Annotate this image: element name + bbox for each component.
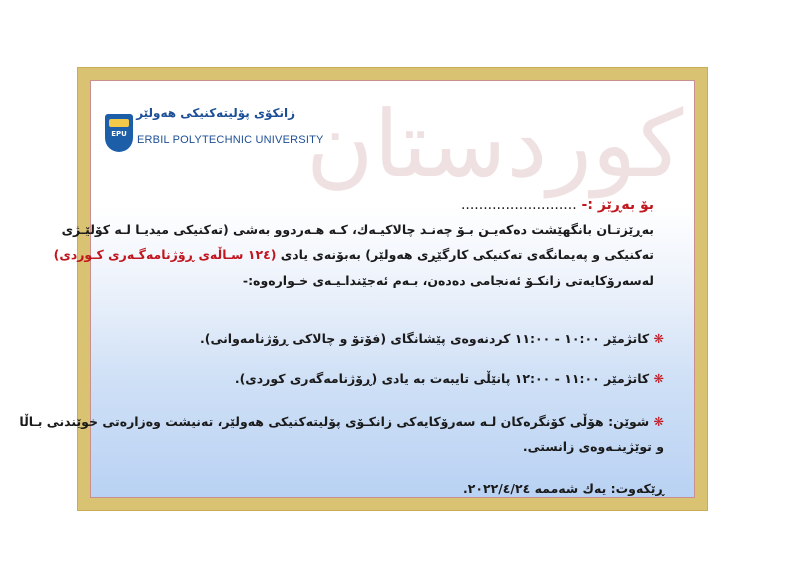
location-line-1 [19,414,664,429]
intro-line-2 [54,247,654,262]
salutation-dots: .......................... [460,197,577,213]
intro-line-3: لەسەرۆكایەتی زانكـۆ ئەنجامی دەدەن، بـەم ئەجێنداـیـەی خـوارەوە:- [242,273,654,288]
intro-line-1: بەڕێزتـان بانگهێشت دەكەیـن بـۆ چەنـد چالاكیـەك، كـە هـەردوو بەشی (تەكنیكی میدیـا لـە كۆلێـژی [61,222,654,237]
event-date: ڕێكەوت: یەك شەممە ٢٠٢٢/٤/٢٤. [462,481,664,496]
bullet-icon: ❋ [653,371,664,386]
document-body [19,80,695,498]
logo-english-name: ERBIL POLYTECHNIC UNIVERSITY [137,134,324,146]
agenda-item-1 [200,331,664,346]
bullet-icon: ❋ [653,414,664,429]
location-text: شوێن: هۆڵی كۆنگرەكان لـە سەرۆكایەكی زانكـۆی پۆلیتەكنیكی هەولێر، تەنیشت وەزارەتی خوێندنی بـاڵا [19,414,650,429]
kurdistan-watermark: كوردستان [306,91,684,198]
logo-kurdish-name: زانكۆی پۆلیتەكنیكی هەولێر [136,106,295,120]
epu-shield-icon [105,114,133,152]
salutation [461,197,654,213]
agenda-item-2 [235,371,664,386]
location-line-2: و توێژینـەوەی زانستی. [522,439,664,454]
bullet-icon: ❋ [653,331,664,346]
university-logo [105,106,324,161]
agenda-item-text: كاتژمێر ١٠:٠٠ - ١١:٠٠ كردنەوەی پێشانگای (فۆتۆ و چالاكی ڕۆژنامەوانی). [200,331,650,346]
anniversary-highlight: (١٢٤ سـاڵەی ڕۆژنامەگـەری كـوردی) [53,247,277,262]
document-frame [19,67,708,511]
intro-line-2-text: تەكنیكی و پەیمانگەی تەكنیكی كارگێڕی هەولێر) بەبۆنەی یادی [276,247,654,262]
graduation-cap-icon [109,119,129,127]
logo-badge-text: EPU [111,130,127,138]
agenda-item-text: كاتژمێر ١١:٠٠ - ١٢:٠٠ پانێڵی تایبەت بە یادی (ڕۆژنامەگەری كوردی). [234,371,650,386]
salutation-text: بۆ بەڕێز :- [581,197,654,213]
